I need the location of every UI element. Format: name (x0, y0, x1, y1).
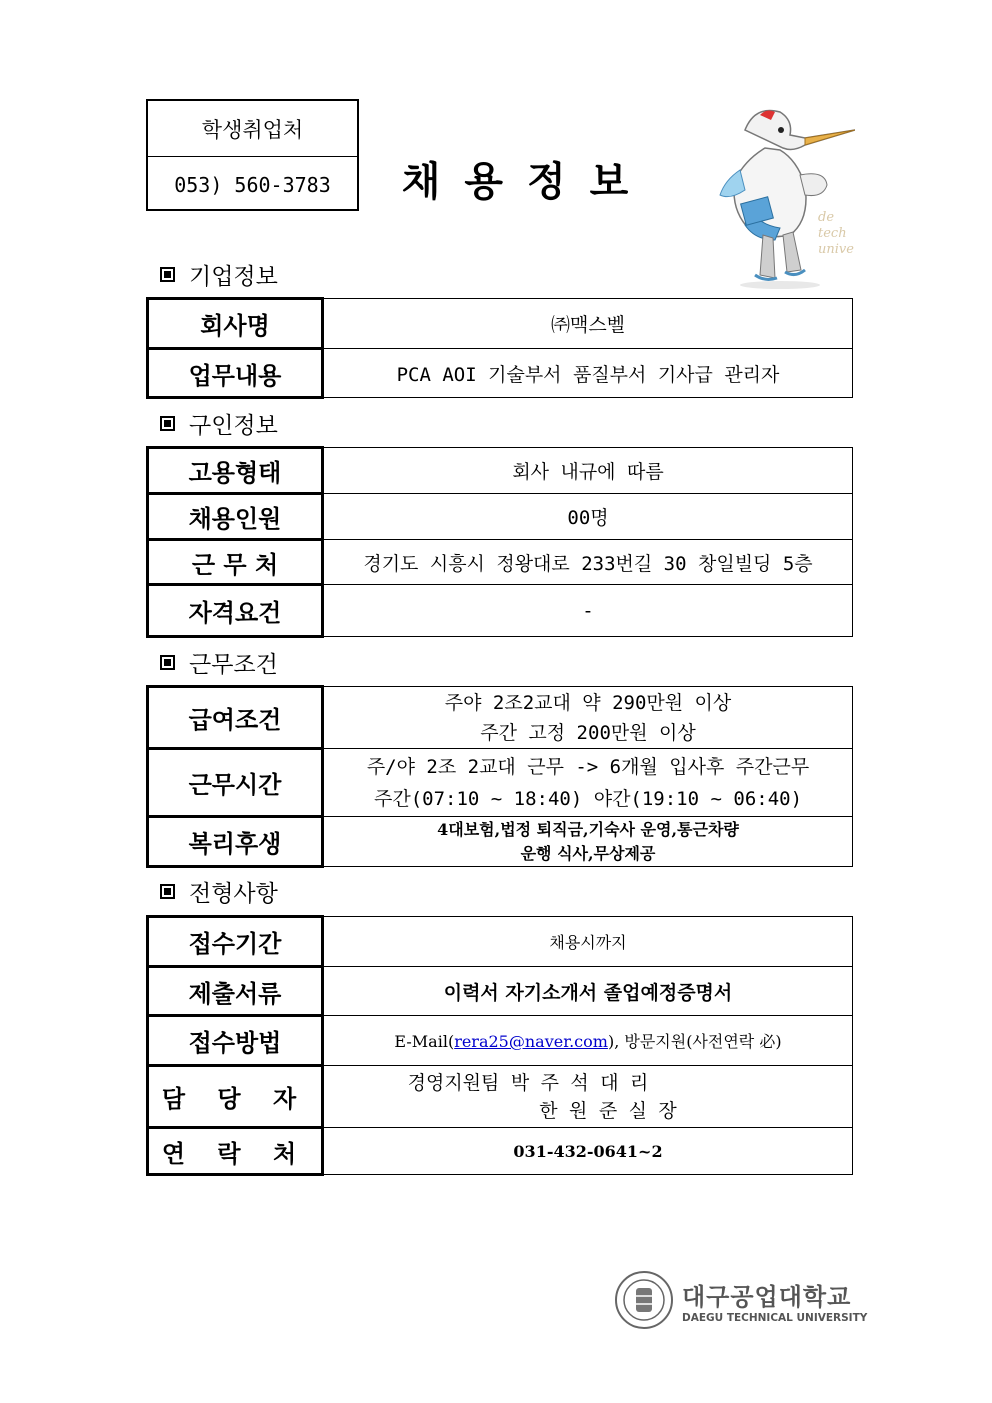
method-value: E-Mail(rera25@naver.com), 방문지원(사전연락 必) (323, 1016, 853, 1066)
university-name-ko: 대구공업대학교 (682, 1282, 852, 1311)
contact-person-label: 담 당 자 (148, 1066, 323, 1128)
phone-value: 031-432-0641~2 (323, 1128, 853, 1175)
workplace-label: 근 무 처 (148, 540, 323, 585)
section-job-heading: 구인정보 (160, 407, 278, 440)
employment-type-value: 회사 내규에 따름 (323, 448, 853, 494)
contact-phone: 053) 560-3783 (148, 156, 357, 212)
crane-mascot-icon (705, 100, 855, 290)
university-logo (614, 1270, 867, 1330)
documents-value: 이력서 자기소개서 졸업예정증명서 (323, 967, 853, 1016)
section-selection-heading: 전형사항 (160, 875, 278, 908)
selection-table (146, 915, 853, 1176)
page-title: 채용정보 (401, 159, 653, 205)
square-bullet-icon (160, 267, 175, 282)
job-table (146, 446, 853, 638)
contact-person-value: 경영지원팀 박 주 석 대 리 한 원 준 실 장 (323, 1066, 853, 1128)
hire-count-value: 00명 (323, 494, 853, 540)
method-label: 접수방법 (148, 1016, 323, 1066)
salary-label: 급여조건 (148, 687, 323, 749)
hire-count-label: 채용인원 (148, 494, 323, 540)
duty-value: PCA AOI 기술부서 품질부서 기사급 관리자 (323, 349, 853, 398)
university-seal-icon (614, 1270, 674, 1330)
section-conditions-heading: 근무조건 (160, 646, 278, 679)
mascot-watermark: de tech unive (818, 210, 854, 257)
welfare-value: 4대보험,법정 퇴직금,기숙사 운영,통근차량 운행 식사,무상제공 (323, 817, 853, 867)
period-value: 채용시까지 (323, 917, 853, 967)
documents-label: 제출서류 (148, 967, 323, 1016)
hours-value: 주/야 2조 2교대 근무 -> 6개월 입사후 주간근무 주간(07:10 ~ 18:40) 야간(19:10 ~ 06:40) (323, 749, 853, 817)
hours-label: 근무시간 (148, 749, 323, 817)
salary-value: 주야 2조2교대 약 290만원 이상 주간 고정 200만원 이상 (323, 687, 853, 749)
period-label: 접수기간 (148, 917, 323, 967)
contact-label: 학생취업처 (201, 117, 304, 142)
section-company-heading: 기업정보 (160, 258, 278, 291)
email-link[interactable]: rera25@naver.com (454, 1032, 608, 1051)
qualification-label: 자격요건 (148, 585, 323, 637)
conditions-table (146, 685, 853, 868)
company-name-label: 회사명 (148, 299, 323, 349)
university-name-en: DAEGU TECHNICAL UNIVERSITY (682, 1311, 868, 1324)
square-bullet-icon (160, 884, 175, 899)
workplace-value: 경기도 시흥시 정왕대로 233번길 30 창일빌딩 5층 (323, 540, 853, 585)
welfare-label: 복리후생 (148, 817, 323, 867)
square-bullet-icon (160, 655, 175, 670)
square-bullet-icon (160, 416, 175, 431)
duty-label: 업무내용 (148, 349, 323, 398)
contact-box (146, 99, 359, 211)
employment-type-label: 고용형태 (148, 448, 323, 494)
company-name-value: ㈜맥스벨 (323, 299, 853, 349)
qualification-value: - (323, 585, 853, 637)
phone-label: 연 락 처 (148, 1128, 323, 1175)
company-table (146, 297, 853, 399)
